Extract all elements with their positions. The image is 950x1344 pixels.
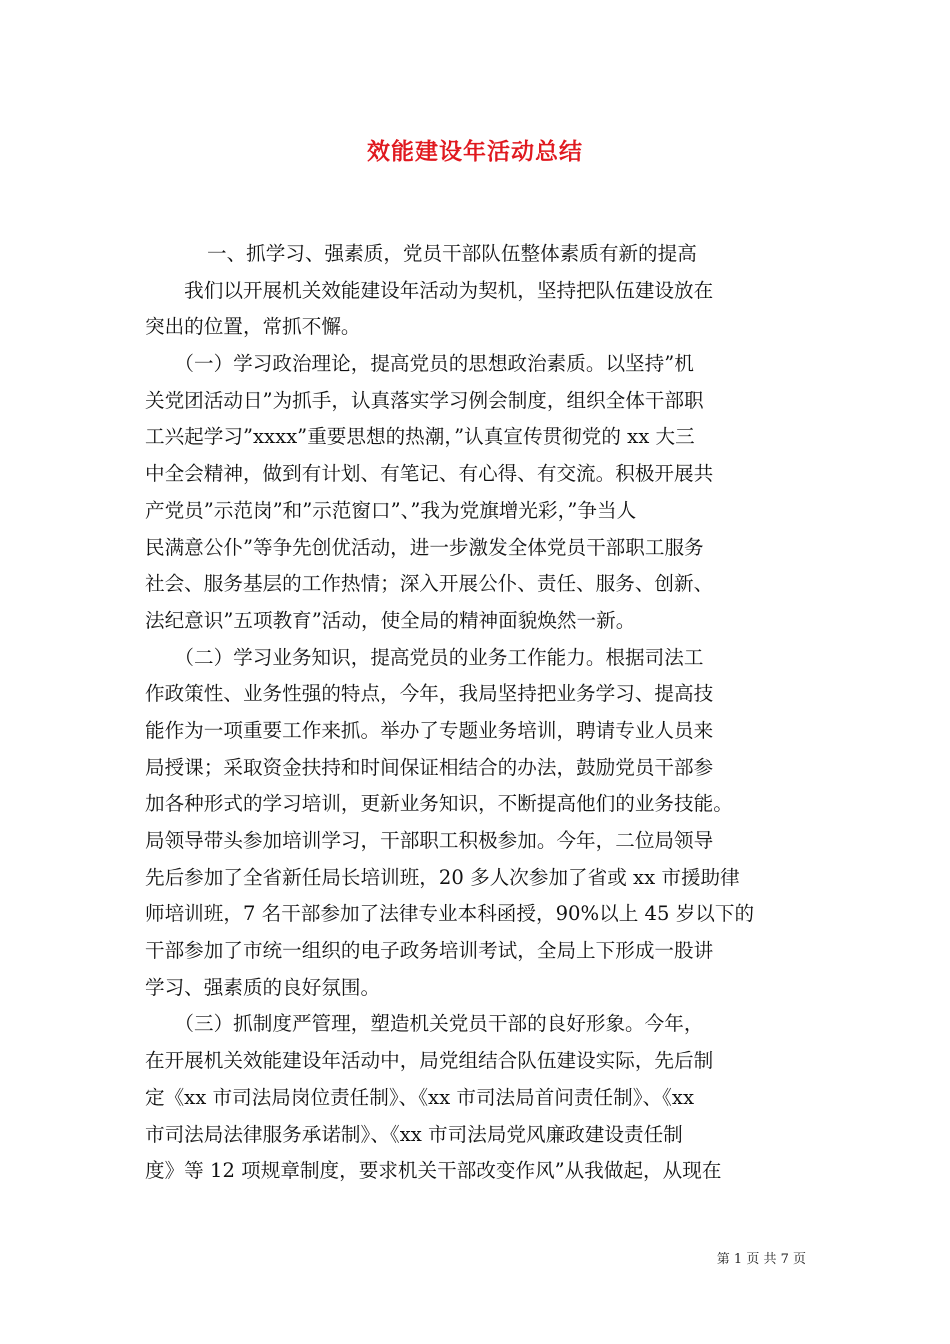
document-body xyxy=(145,236,810,1190)
body-line: 作政策性、业务性强的特点，今年，我局坚持把业务学习、提高技 xyxy=(145,682,714,706)
body-line: 我们以开展机关效能建设年活动为契机，坚持把队伍建设放在 xyxy=(145,278,714,302)
body-line: （一）学习政治理论，提高党员的思想政治素质。以坚持”机 xyxy=(145,352,694,376)
page-number: 第 1 页 共 7 页 xyxy=(716,1252,806,1267)
body-line: 度》等 12 项规章制度，要求机关干部改变作风”从我做起，从现在 xyxy=(145,1159,722,1183)
body-line: 在开展机关效能建设年活动中，局党组结合队伍建设实际，先后制 xyxy=(145,1049,714,1073)
body-line: 社会、服务基层的工作热情；深入开展公仆、责任、服务、创新、 xyxy=(145,572,714,596)
body-line: 突出的位置，常抓不懈。 xyxy=(145,315,361,339)
document-title: 效能建设年活动总结 xyxy=(367,139,583,165)
body-line: （二）学习业务知识，提高党员的业务工作能力。根据司法工 xyxy=(145,645,704,669)
body-line: 定《xx 市司法局岗位责任制》、《xx 市司法局首问责任制》、《xx xyxy=(145,1085,694,1109)
body-line: 民满意公仆”等争先创优活动，进一步激发全体党员干部职工服务 xyxy=(145,535,704,559)
body-line: 局领导带头参加培训学习，干部职工积极参加。今年，二位局领导 xyxy=(145,829,714,852)
body-line: 先后参加了全省新任局长培训班，20 多人次参加了省或 xx 市援助律 xyxy=(145,865,740,889)
body-line: 市司法局法律服务承诺制》、《xx 市司法局党风廉政建设责任制 xyxy=(145,1122,683,1146)
body-line: 干部参加了市统一组织的电子政务培训考试，全局上下形成一股讲 xyxy=(145,939,714,963)
body-line: 学习、强素质的良好氛围。 xyxy=(145,975,381,999)
body-line: 法纪意识”五项教育”活动，使全局的精神面貌焕然一新。 xyxy=(145,608,636,632)
body-line: 能作为一项重要工作来抓。举办了专题业务培训，聘请专业人员来 xyxy=(145,718,714,742)
body-line: 中全会精神，做到有计划、有笔记、有心得、有交流。积极开展共 xyxy=(145,462,714,486)
body-line: 加各种形式的学习培训，更新业务知识，不断提高他们的业务技能。 xyxy=(145,792,733,816)
body-line: 师培训班，7 名干部参加了法律专业本科函授，90%以上 45 岁以下的 xyxy=(145,902,755,926)
body-line: 局授课；采取资金扶持和时间保证相结合的办法，鼓励党员干部参 xyxy=(145,755,714,779)
section-heading: 一、抓学习、强素质，党员干部队伍整体素质有新的提高 xyxy=(207,242,697,265)
body-line: 产党员”示范岗”和”示范窗口”、”我为党旗增光彩，”争当人 xyxy=(145,498,637,522)
body-line: 关党团活动日”为抓手，认真落实学习例会制度，组织全体干部职 xyxy=(145,388,704,412)
body-line: 工兴起学习”xxxx”重要思想的热潮，”认真宣传贯彻党的 xx 大三 xyxy=(145,425,695,449)
body-line: （三）抓制度严管理，塑造机关党员干部的良好形象。今年， xyxy=(145,1012,704,1036)
